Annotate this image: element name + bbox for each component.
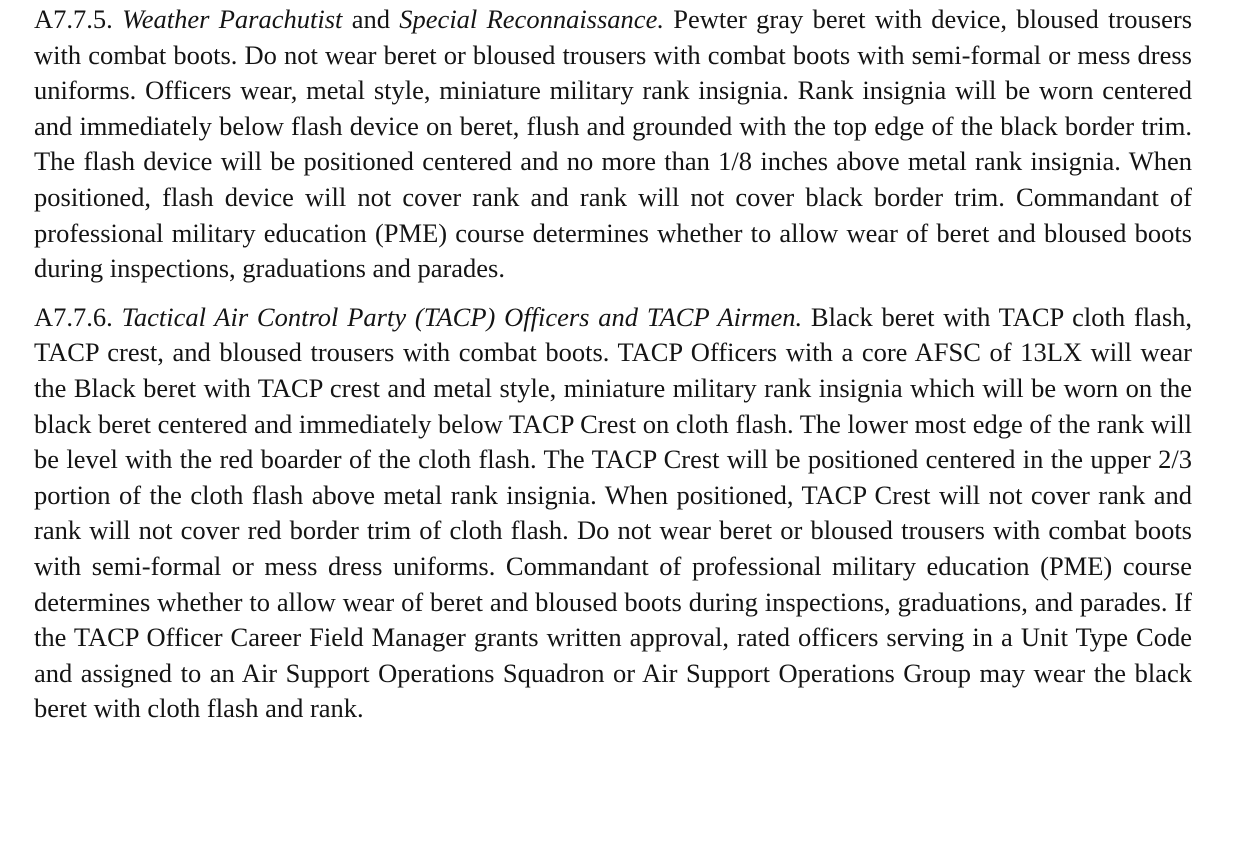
section-title-part-2: Special Reconnaissance. bbox=[399, 4, 664, 34]
section-number: A7.7.6. bbox=[34, 301, 113, 332]
section-body: Black beret with TACP cloth flash, TACP crest, and bloused trousers with combat boots. TACP Officers with a core AFSC of 13LX will wear the Black beret with TACP crest and metal style, miniature military rank insignia which will be worn on the black beret centered and immediately below TACP Crest on cloth flash. The lower most edge of the rank will be level with the red boarder of the cloth flash. The TACP Crest will be positioned centered in the upper 2/3 portion of the cloth flash above metal rank insignia. When positioned, TACP Crest will not cover rank and rank will not cover red border trim of cloth flash. Do not wear beret or bloused trousers with combat boots with semi-formal or mess dress uniforms. Commandant of professional military education (PME) course determines whether to allow wear of beret and bloused boots during inspections, graduations, and parades. If the TACP Officer Career Field Manager grants written approval, rated officers serving in a Unit Type Code and assigned to an Air Support Operations Squadron or Air Support Operations Group may wear the black beret with cloth flash and rank. bbox=[34, 301, 1193, 724]
section-title-joiner: and bbox=[351, 4, 390, 34]
section-number: A7.7.5. bbox=[34, 4, 113, 34]
section-body: Pewter gray beret with device, bloused trousers with combat boots. Do not wear beret or bloused trousers with combat boots with semi-formal or mess dress uniforms. Officers wear, metal style, miniature military rank insignia. Rank insignia will be worn centered and immediately below flash device on beret, flush and grounded with the top edge of the black border trim. The flash device will be positioned centered and no more than 1/8 inches above metal rank insignia. When positioned, flash device will not cover rank and rank will not cover black border trim. Commandant of professional military education (PME) course determines whether to allow wear of beret and bloused boots during inspections, graduations and parades. bbox=[34, 4, 1193, 284]
paragraph-a7-7-6 bbox=[34, 300, 1192, 727]
document-page bbox=[34, 2, 1192, 727]
paragraph-a7-7-5 bbox=[34, 2, 1192, 287]
section-title: Tactical Air Control Party (TACP) Officers and TACP Airmen. bbox=[121, 301, 803, 332]
section-title-part-1: Weather Parachutist bbox=[122, 4, 343, 34]
